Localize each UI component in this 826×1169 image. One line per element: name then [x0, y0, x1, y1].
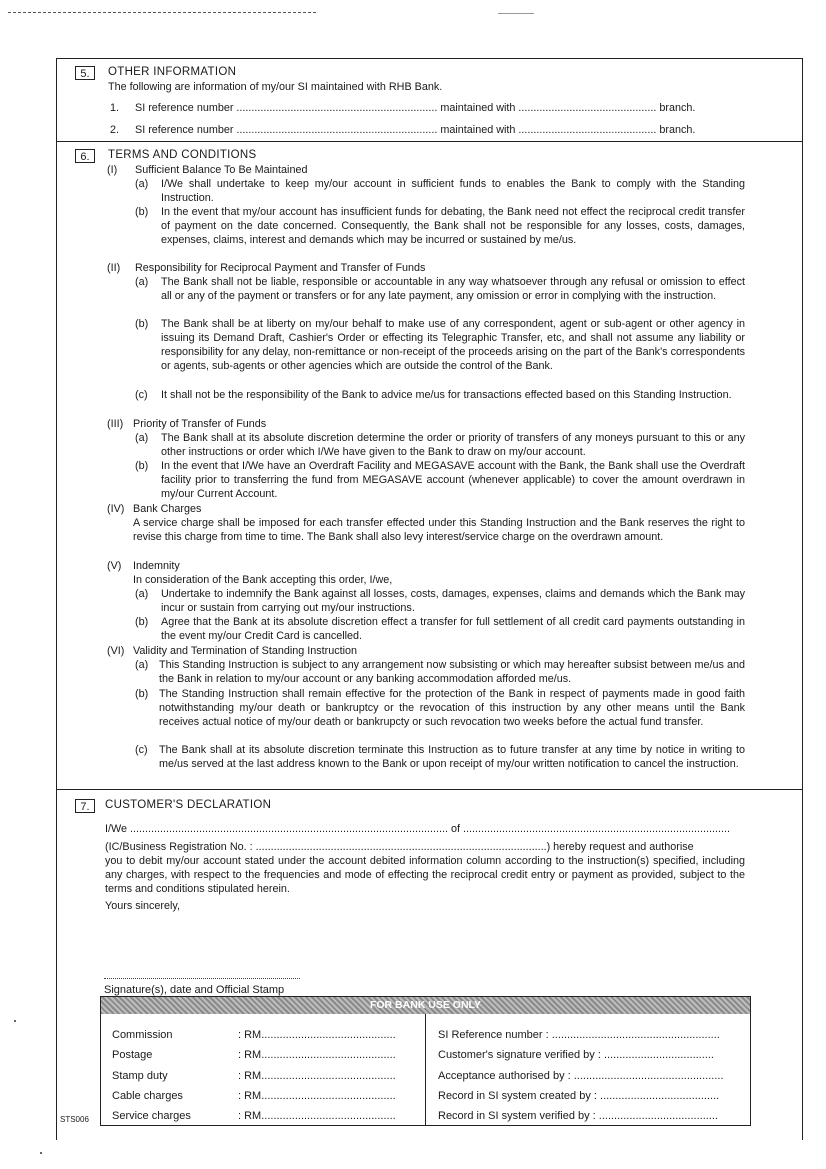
term-roman-iii: (III)	[107, 418, 124, 430]
section-title-other-information: OTHER INFORMATION	[108, 66, 237, 78]
term-heading-iii: Priority of Transfer of Funds	[133, 418, 267, 430]
term-roman-vi: (VI)	[107, 645, 125, 657]
scan-speck	[14, 1020, 16, 1022]
term-vi-a-text: This Standing Instruction is subject to any arrangement now subsisting or which may hereafter subsist between me/us and the Bank in relation to my/our account or any banking accommodation afforded me/us.	[159, 659, 745, 685]
postage-field[interactable]: : RM............................................	[238, 1049, 396, 1061]
declaration-body: you to debit my/our account stated under the account debited information column according to the instruction(s) specified, including any charges, with respect to the frequencies and mode of effecting the reciprocal credit entry or payment as provided, subject to the terms and conditions stipulated herein.	[105, 855, 745, 895]
term-vi-b-text: The Standing Instruction shall remain effective for the protection of the Bank in respect of payments made in good faith notwithstanding my/our death or bankruptcy or the revocation of this instruction by any other means until the Bank receives actual notice of my/our death or bankrupcty or such revocation two weeks before the actual fund transfer.	[159, 688, 745, 728]
bank-use-divider	[425, 1014, 426, 1125]
service-charges-field[interactable]: : RM............................................	[238, 1110, 396, 1122]
term-heading-ii: Responsibility for Reciprocal Payment and Transfer of Funds	[135, 262, 426, 274]
section-number-6: 6.	[75, 149, 95, 163]
term-iii-a-text: The Bank shall at its absolute discretion determine the order or priority of transfers of any moneys pursuant to this or any other instructions or order which I/We have given to the Bank to draw on my/our account.	[161, 432, 745, 458]
top-dashed-rule	[8, 12, 316, 13]
signature-label: Signature(s), date and Official Stamp	[104, 984, 285, 996]
term-roman-v: (V)	[107, 560, 122, 572]
term-roman-ii: (II)	[107, 262, 121, 274]
si-row-1-field[interactable]: SI reference number ................................................................... maintained with .............................................. branch.	[135, 102, 696, 114]
signature-line[interactable]	[104, 978, 300, 979]
bank-use-box	[100, 996, 751, 1126]
term-i-b-label: (b)	[135, 206, 149, 218]
term-vi-b-label: (b)	[135, 688, 149, 700]
term-v-body: In consideration of the Bank accepting this order, I/we,	[133, 574, 393, 586]
term-ii-b-label: (b)	[135, 318, 149, 330]
si-row-1-number: 1.	[110, 102, 120, 114]
section-number-7: 7.	[75, 799, 95, 813]
term-i-a-text: I/We shall undertake to keep my/our account in sufficient funds to enables the Bank to comply with the Standing Instruction.	[161, 178, 745, 204]
term-v-a-text: Undertake to indemnify the Bank against all losses, costs, damages, expenses, claims and demands which the Bank may incur or sustain from carrying out my/our instructions.	[161, 588, 745, 614]
term-iii-b-label: (b)	[135, 460, 149, 472]
term-iii-b-text: In the event that I/We have an Overdraft Facility and MEGASAVE account with the Bank, the Bank shall use the Overdraft facility prior to transferring the fund from MEGASAVE account (whenever applicable) to cover the amount overdrawn in my/our Current Account.	[161, 460, 745, 500]
acceptance-authorised-field[interactable]: Acceptance authorised by : .................................................	[438, 1070, 724, 1082]
section-number-5: 5.	[75, 66, 95, 80]
term-iii-a-label: (a)	[135, 432, 149, 444]
term-iv-body: A service charge shall be imposed for each transfer effected under this Standing Instruction and the Bank reserves the right to revise this charge from time to time. The Bank shall also levy interest/service charge on the overdrawn amount.	[133, 517, 745, 543]
section-title-terms: TERMS AND CONDITIONS	[108, 149, 257, 161]
signature-verified-field[interactable]: Customer's signature verified by : ....................................	[438, 1049, 714, 1061]
bank-use-header: FOR BANK USE ONLY	[101, 997, 750, 1014]
term-heading-v: Indemnity	[133, 560, 180, 572]
commission-field[interactable]: : RM............................................	[238, 1029, 396, 1041]
term-heading-vi: Validity and Termination of Standing Instruction	[133, 645, 358, 657]
declaration-closing: Yours sincerely,	[105, 900, 181, 912]
top-rule-fragment	[498, 13, 534, 14]
service-charges-label: Service charges	[112, 1110, 191, 1122]
term-heading-i: Sufficient Balance To Be Maintained	[135, 164, 308, 176]
declaration-ic-field[interactable]: (IC/Business Registration No. : .................................................................................................) hereby request and authorise	[105, 841, 694, 853]
si-row-2-number: 2.	[110, 124, 120, 136]
form-code: STS006	[60, 1115, 89, 1124]
term-ii-a-label: (a)	[135, 276, 149, 288]
record-created-field[interactable]: Record in SI system created by : .......................................	[438, 1090, 720, 1102]
term-roman-i: (I)	[107, 164, 118, 176]
term-ii-b-text: The Bank shall be at liberty on my/our behalf to make use of any correspondent, agent or sub-agent or other agency in issuing its Demand Draft, Cashier's Order or effecting its Telegraphic Transfer, etc, and shall not assume any liability or responsibility for any delay, non-remittance or non-receipt of the proceeds arising on the part of the Bank's correspondents or agents, sub-agents or other agencies which are outside the control of the Bank.	[161, 318, 745, 372]
term-vi-c-text: The Bank shall at its absolute discretion terminate this Instruction as to future transfer at any time by notice in writing to me/us served at the last address known to the Bank or upon receipt of my/our written notification to cancel the instruction.	[159, 744, 745, 770]
term-vi-a-label: (a)	[135, 659, 149, 671]
declaration-name-field[interactable]: I/We .......................................................................................................... of .........................................................................................	[105, 823, 730, 835]
cable-charges-label: Cable charges	[112, 1090, 183, 1102]
cable-charges-field[interactable]: : RM............................................	[238, 1090, 396, 1102]
record-verified-field[interactable]: Record in SI system verified by : .......................................	[438, 1110, 718, 1122]
term-v-b-text: Agree that the Bank at its absolute discretion effect a transfer for full settlement of all credit card payments outstanding in the event my/our Credit Card is cancelled.	[161, 616, 745, 642]
postage-label: Postage	[112, 1049, 153, 1061]
stamp-duty-label: Stamp duty	[112, 1070, 168, 1082]
si-row-2-field[interactable]: SI reference number ................................................................... maintained with .............................................. branch.	[135, 124, 696, 136]
term-vi-c-label: (c)	[135, 744, 148, 756]
term-ii-c-text: It shall not be the responsibility of the Bank to advice me/us for transactions effected based on this Standing Instruction.	[161, 389, 732, 401]
si-reference-number-field[interactable]: SI Reference number : .......................................................	[438, 1029, 720, 1041]
term-ii-a-text: The Bank shall not be liable, responsible or accountable in any way whatsoever through any refusal or omission to effect all or any of the payment or transfers or for any late payment, any omission or error in complying with the instruction.	[161, 276, 745, 302]
term-i-a-label: (a)	[135, 178, 149, 190]
stamp-duty-field[interactable]: : RM............................................	[238, 1070, 396, 1082]
section-title-declaration: CUSTOMER'S DECLARATION	[105, 799, 272, 811]
section-divider-7	[56, 789, 803, 790]
term-i-b-text: In the event that my/our account has insufficient funds for debating, the Bank need not effect the reciprocal credit transfer of payment on the date concerned. Consequently, the Bank shall not be responsible for any losses, costs, damages, expenses, claims, interest and demands which may be incurred or sustained by me/us.	[161, 206, 745, 246]
scan-speck	[40, 1152, 42, 1154]
frame-top-border	[56, 58, 803, 59]
term-ii-c-label: (c)	[135, 389, 148, 401]
term-v-a-label: (a)	[135, 588, 149, 600]
term-v-b-label: (b)	[135, 616, 149, 628]
section-5-intro: The following are information of my/our SI maintained with RHB Bank.	[108, 81, 443, 93]
term-heading-iv: Bank Charges	[133, 503, 202, 515]
commission-label: Commission	[112, 1029, 173, 1041]
section-divider-6	[56, 141, 803, 142]
term-roman-iv: (IV)	[107, 503, 125, 515]
